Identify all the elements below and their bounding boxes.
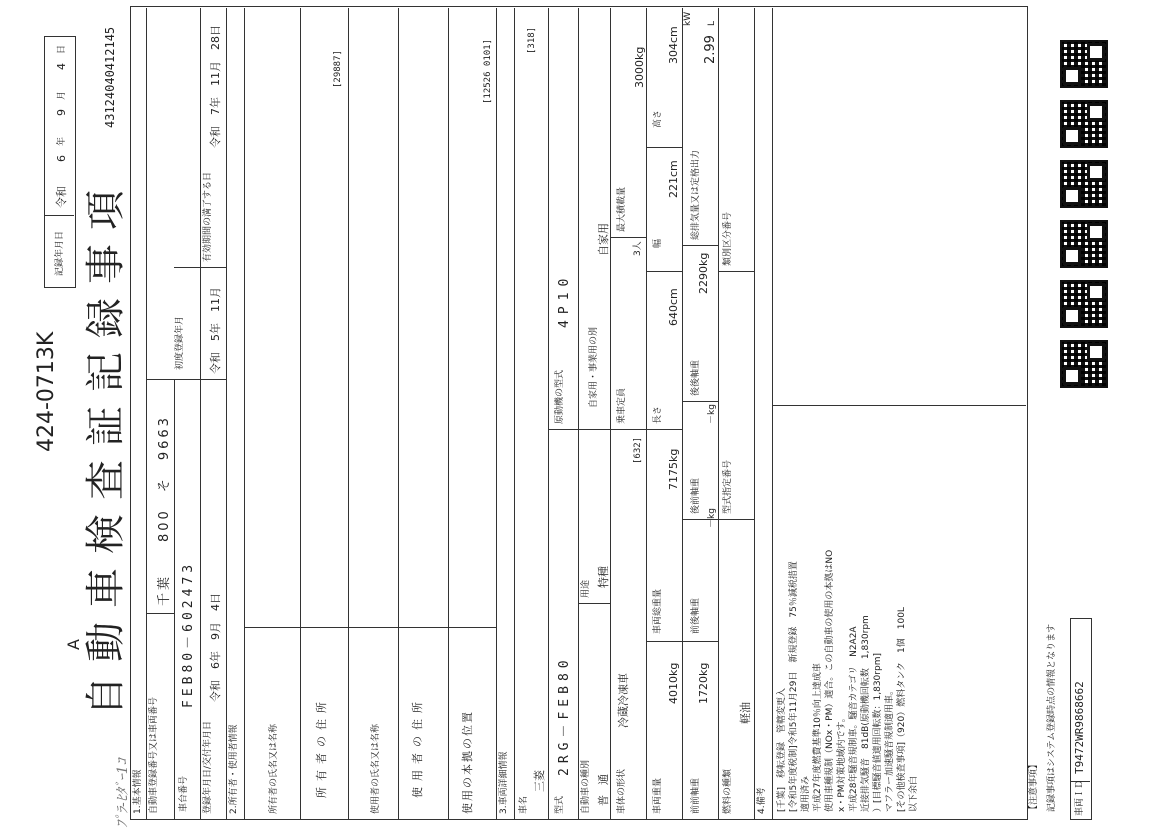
vehicle-id-value: T9472WR9868662	[1073, 681, 1086, 774]
remark-line: マフラー加速騒音規制適用車。	[885, 685, 895, 812]
vehicle-code: 424-0713K	[34, 331, 59, 452]
owner-address-label: 所有者の住所	[315, 696, 328, 798]
remark-line: ）[目標騒音値適用回転数：1,830rpm]	[873, 653, 883, 812]
fuel-value: 軽油	[739, 702, 752, 724]
fuel-label: 燃料の種類	[723, 768, 733, 814]
height-value: 304cm	[667, 26, 680, 64]
model-number-label: 型式指定番号	[723, 459, 733, 514]
qr-code	[1060, 100, 1108, 148]
remark-line: 適用済み	[801, 775, 811, 812]
remark-line: [令和5年度税制]令和5年11月29日 新規登録 75％減税措置	[789, 561, 799, 812]
height-label: 高さ	[653, 109, 663, 128]
reg-number-label: 自動車登録番号又は車両番号	[149, 696, 159, 814]
first-reg-label: 初度登録年月	[175, 315, 185, 370]
remark-line: 使用車種規制（NOx・PM）適合。この自動車の使用の本拠はNO	[825, 549, 835, 812]
maker-code: [318]	[527, 26, 537, 54]
body-code: [632]	[633, 436, 643, 464]
form-letter: A	[64, 639, 83, 650]
capacity-label: 乗車定員	[617, 387, 627, 424]
capacity-value: 3人	[633, 241, 643, 256]
ff-axle-value: 1720kg	[697, 662, 710, 704]
section2-heading: 2.所有者・使用者情報	[229, 724, 239, 814]
maker-label: 車名	[519, 795, 529, 814]
document-number: 43124040412145	[103, 26, 117, 128]
owner-code: [29887]	[333, 50, 343, 88]
fr-axle-value: －kg	[707, 508, 717, 528]
rf-axle-label: 後前軸重	[691, 477, 701, 514]
class-number-label: 類別区分番号	[723, 211, 733, 266]
kind-value: 普通	[597, 764, 610, 806]
notes-heading: 【注意事項】	[1029, 759, 1039, 814]
section1-heading: 1.基本情報	[133, 769, 143, 814]
purpose-value: 自家用	[597, 223, 610, 256]
type-label: 型式	[555, 795, 565, 814]
length-value: 640cm	[667, 288, 680, 326]
weight-label: 車両重量	[653, 777, 663, 814]
section3-heading: 3.車両詳細情報	[499, 751, 509, 814]
maker-value: 三菱	[533, 770, 546, 792]
remark-line: 以下余白	[909, 775, 919, 812]
qr-code	[1060, 40, 1108, 88]
handwritten-note: ﾌﾟﾗ-ﾋﾀﾞｰ1ｺ	[115, 758, 131, 828]
section4-heading: 4.備考	[757, 787, 767, 814]
qr-code	[1060, 340, 1108, 388]
type-value: 2RG－FEB80	[557, 655, 572, 776]
displacement-unit: L	[707, 20, 717, 26]
length-label: 長さ	[653, 405, 663, 424]
gross-label: 車両総重量	[653, 588, 663, 634]
reg-date-label: 登録年月日/交付年月日	[203, 720, 213, 814]
engine-value: 4P10	[557, 272, 572, 328]
record-date-year: 6	[55, 155, 68, 162]
remarks-box	[776, 406, 1016, 816]
qr-code	[1060, 160, 1108, 208]
width-value: 221cm	[667, 160, 680, 198]
weight-value: 4010kg	[667, 662, 680, 704]
record-date-month: 9	[55, 109, 68, 116]
max-load-label: 最大積載量	[617, 186, 627, 232]
first-reg-value: 令和 5年 11月	[209, 287, 222, 374]
kind-label: 自動車の種別	[581, 759, 591, 814]
expiry-label: 有効期間の満了する日	[203, 171, 213, 262]
remark-line: x・PM対策地域内です。	[837, 713, 847, 812]
qr-code	[1060, 280, 1108, 328]
chassis-value: FEB80－602473	[181, 560, 196, 708]
displacement-unit-kw: kW	[683, 11, 693, 26]
owner-name-label: 所有者の氏名又は名称	[269, 723, 279, 814]
purpose-label: 自家用・事業用の別	[589, 326, 599, 408]
use-value: 特種	[597, 566, 610, 588]
record-date-label: 記録年月日	[55, 230, 65, 276]
width-label: 幅	[653, 238, 663, 248]
max-load-value: 3000kg	[633, 46, 646, 88]
use-label: 用途	[581, 579, 591, 598]
qr-code	[1060, 220, 1108, 268]
rr-axle-value: 2290kg	[697, 252, 710, 294]
rf-axle-value: －kg	[707, 404, 717, 424]
engine-label: 原動機の型式	[555, 369, 565, 424]
displacement-label: 総排気量又は定格出力	[691, 149, 701, 240]
notes-text: 記録事項はシステム登録時点の情報となります	[1047, 623, 1057, 812]
record-date-era: 令和	[55, 186, 68, 208]
remark-line: 平成28年騒音規制車。騒音カテゴリ N2A2A	[849, 626, 859, 812]
displacement-value: 2.99	[703, 35, 718, 64]
remark-line: [その他検査事項]（920）燃料タンク 1個 100L	[897, 607, 907, 812]
body-label: 車体の形状	[617, 768, 627, 814]
base-location-code: [12526 0101]	[483, 38, 493, 104]
user-name-label: 使用者の氏名又は名称	[371, 723, 381, 814]
chassis-label: 車台番号	[179, 775, 189, 812]
gross-value: 7175kg	[667, 448, 680, 490]
body-value: 冷蔵冷凍車	[617, 673, 630, 728]
record-date-day: 4	[55, 63, 68, 70]
reg-number-value: 千葉 800 そ 9663	[157, 415, 172, 606]
user-address-label: 使用者の住所	[411, 696, 424, 798]
remark-line: 近接排気騒音 81dB(原動機回転数 1,830rpm	[861, 615, 871, 812]
document-title: 自動車検査証記録事項	[83, 176, 129, 716]
remark-line: [千葉] 移転登録 管轄変更入	[777, 687, 787, 812]
fr-axle-label: 前後軸重	[691, 597, 701, 634]
reg-date-value: 令和 6年 9月 4日	[209, 593, 222, 702]
vehicle-id-label: 車両ＩＤ	[1075, 779, 1085, 816]
inspection-certificate-page: 記録年月日 令和 6 年 9 月 4 日 43124040412145 424-0713K A 自動車検査証記録事項 1.基本情報 自動車登録番号又は車両番号 千葉 800 そ 9663 車台番号 FEB80－602473 初度登録年月 令和 5年 11月 登録年月日/交付年月日 令和 6年 9月 4日 有効期間の満了する日 令和 7年 11月 28日 2.所有者・使用者情報 所有者の氏名又は名称 所有者の住所 [29887] 使用者の氏名又は名称 使用者の住所 使用の本拠の位置 [12526 0101] 3.車両詳細情報 車名 三菱 [318] 型式 2RG－FEB80 原動機の型式 4P10 自動車の種別 普通 用途 特種 自家用・事業用の別 自家用 車体の形状 冷蔵冷凍車 [632] 乗車定員 3人 最大積載量 3000kg 車両重量 4010kg 車両総重量 7175kg 長さ 640cm 幅 221cm 高さ 304cm 前前軸重 1720kg 前後軸重 －kg 後前軸重 －kg 後後軸重 2290kg 総排気量又は定格出力 2.99 L kW 燃料の種類 軽油 型式指定番号 類別区分番号 4.備考 [千葉] 移転登録 管轄変更入 [令和5年度税制]令和5年11月29日 新規登録 75％減税措置 適用済み 平成27年度燃費基準10％向上達成車 使用車種規制（NOx・PM）適合。この自動車の使用の本拠はNO x・PM対策地域内です。 平成28年騒音規制車。騒音カテゴリ N2A2A 近接排気騒音 81dB(原動機回転数 1,830rpm ）[目標騒音値適用回転数：1,830rpm] マフラー加速騒音規制適用車。 [その他検査事項]（920）燃料タンク 1個 100L 以下余白 【注意事項】 記録事項はシステム登録時点の情報となります 車両ＩＤ T9472WR9868662 ﾌﾟﾗ-ﾋﾀﾞｰ1ｺ	[0, 0, 1170, 828]
expiry-value: 令和 7年 11月 28日	[209, 25, 222, 148]
remark-line: 平成27年度燃費基準10％向上達成車	[813, 663, 823, 812]
ff-axle-label: 前前軸重	[691, 777, 701, 814]
rr-axle-label: 後後軸重	[691, 359, 701, 396]
base-location-label: 使用の本拠の位置	[461, 710, 474, 814]
